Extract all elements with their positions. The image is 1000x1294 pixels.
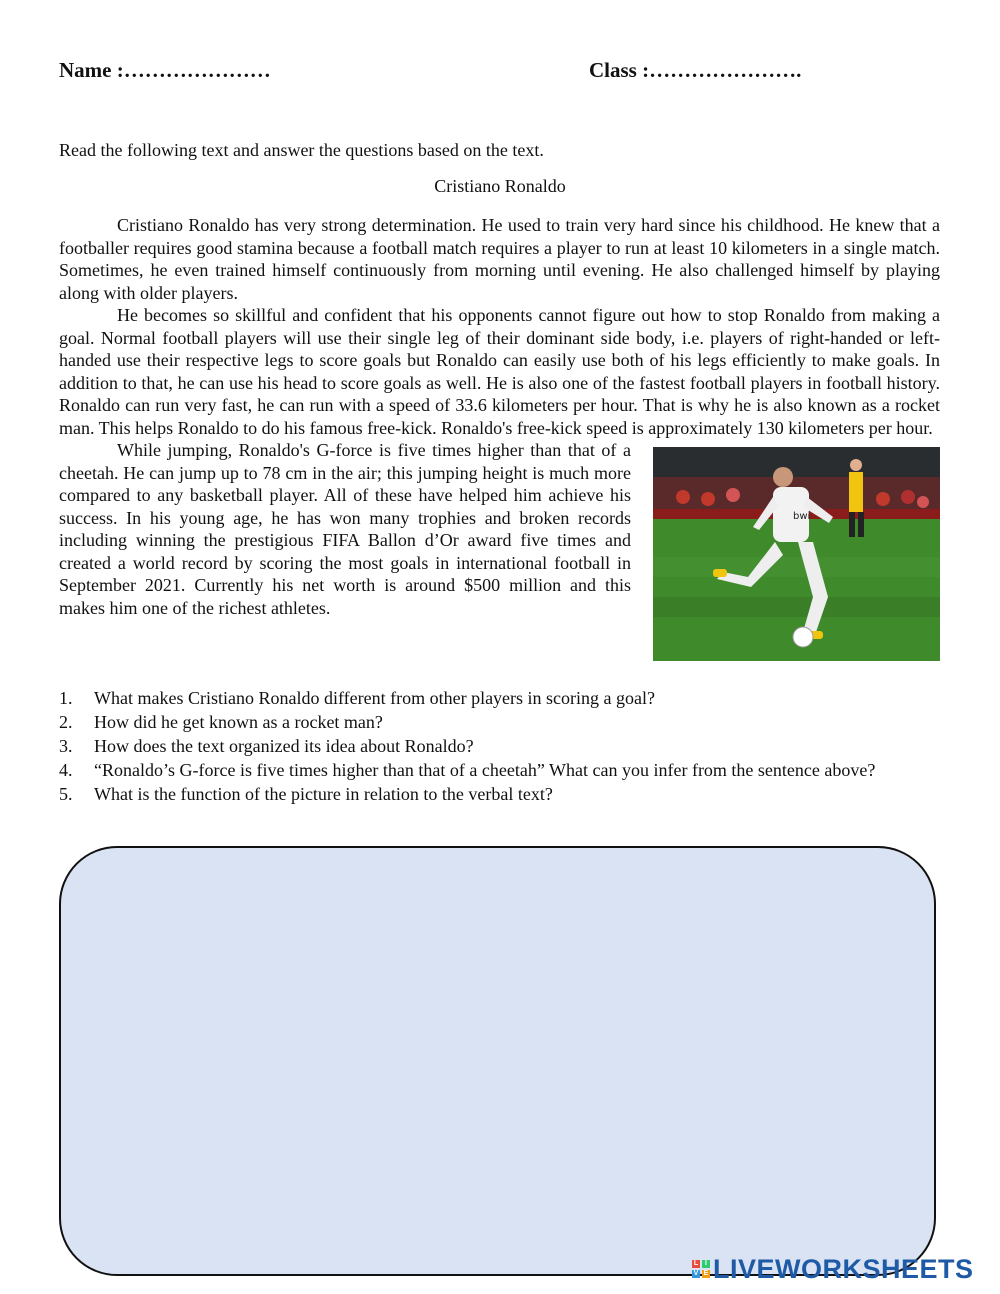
answer-text-box[interactable] <box>59 846 936 1276</box>
ronaldo-free-kick-image <box>653 447 940 661</box>
question-item: 2. How did he get known as a rocket man? <box>59 712 383 732</box>
class-field-label: Class :…………………. <box>589 58 802 82</box>
logo-text: LIVEWORKSHEETS <box>713 1253 974 1284</box>
liveworksheets-logo <box>692 1254 992 1284</box>
jersey-text: bwi <box>793 511 811 522</box>
paragraph-3: While jumping, Ronaldo's G-force is five times higher than that of a cheetah. He can jump up to 78 cm in the air; this jumping height is much more compared to any basketball player. All of these have helped him achieve his success. In his young age, he has won many trophies and broken records including winning the prestigious FIFA Ballon d’Or award five times and created a world record by scoring the most goals in international football in September 2021. Currently his net worth is around $500 million and this makes him one of the richest athletes. <box>59 440 631 618</box>
question-item: 4. “Ronaldo’s G-force is five times higher than that of a cheetah” What can you infer from the sentence above? <box>59 760 876 780</box>
instruction-text: Read the following text and answer the questions based on the text. <box>59 140 544 160</box>
article-body <box>59 214 940 667</box>
paragraph-1: Cristiano Ronaldo has very strong determination. He used to train very hard since his childhood. He knew that a footballer requires good stamina because a football match requires a player to run at least 10 kilometers in a single match. Sometimes, he even trained himself continuously from morning until evening. He also challenged himself by playing along with older players. <box>59 215 940 303</box>
question-item: 5. What is the function of the picture in relation to the verbal text? <box>59 784 553 804</box>
logo-mark-icon: L I V E <box>693 1260 709 1277</box>
question-item: 1. What makes Cristiano Ronaldo different from other players in scoring a goal? <box>59 688 656 708</box>
article-title: Cristiano Ronaldo <box>434 176 566 196</box>
ronaldo-photo <box>653 447 940 661</box>
paragraph-2: He becomes so skillful and confident that his opponents cannot figure out how to stop Ronaldo from making a goal. Normal football players will use their single leg of their dominant side body, i.e. players of right-handed or left-handed use their respective legs to score goals but Ronaldo can easily use both of his legs efficiently to make goals. In addition to that, he can use his head to score goals as well. He is also one of the fastest football players in football history. Ronaldo can run very fast, he can run with a speed of 33.6 kilometers per hour. That is why he is also known as a rocket man. This helps Ronaldo to do his famous free-kick. Ronaldo's free-kick speed is approximately 130 kilometers per hour. <box>59 305 940 438</box>
question-list <box>59 686 919 806</box>
question-item: 3. How does the text organized its idea about Ronaldo? <box>59 736 474 756</box>
name-field-label: Name :………………… <box>59 58 271 82</box>
